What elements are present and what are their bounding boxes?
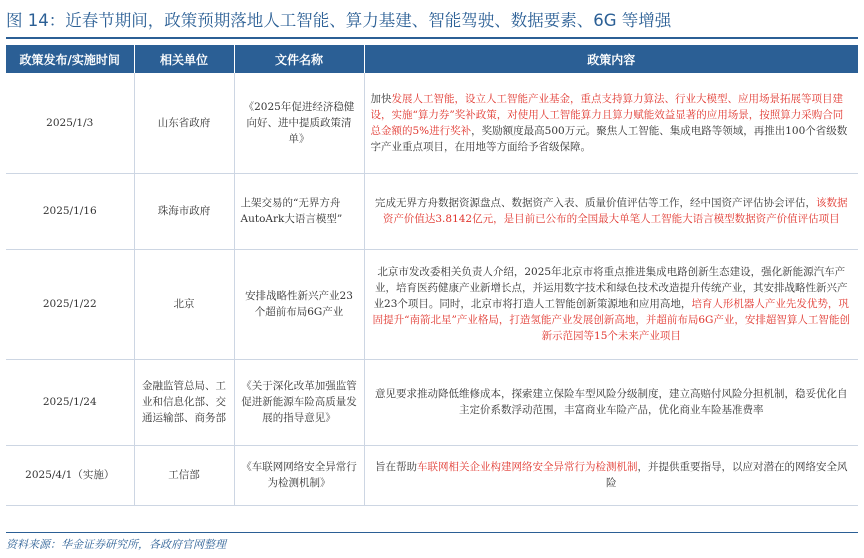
content-text: 完成无界方舟数据资源盘点、数据资产入表、质量价值评估等工作，经中国资产评估协会评估， [375, 197, 816, 209]
content-text: 北京市发改委相关负责人介绍，2025年北京市将重点推进集成电路创新生态建设，强化新能源汽车产业，培育医药健康产业新增长点，并运用数字技术和绿色技术改造提升传统产业，其安排战略性新兴产业23个项目。同时，北京市将打造人工智能创新策源地和应用高地， [373, 266, 848, 310]
document-cell: 上架交易的“无界方舟AutoArk大语言模型” [234, 173, 364, 249]
unit-cell: 山东省政府 [134, 73, 234, 173]
unit-cell: 金融监管总局、工业和信息化部、交通运输部、商务部 [134, 359, 234, 445]
content-highlight: 该数据资产价值达3.8142亿元，是目前已公布的全国最大单笔人工智能大语言模型数据资产价值评估项目 [382, 197, 848, 225]
content-cell [364, 73, 858, 173]
date-cell: 2025/1/3 [6, 73, 134, 173]
content-text: ，奖励额度最高500万元。聚焦人工智能、集成电路等领域，再推出100个省级数字产业重点项目，在用地等方面给予省级保障。 [370, 124, 848, 153]
table-header-row [6, 45, 858, 73]
content-cell [364, 249, 858, 359]
header-unit: 相关单位 [134, 45, 234, 73]
content-highlight: 培育人形机器人产业先发优势，巩固提升“南箭北星”产业格局，打造氢能产业发展创新高地，并超前布局6G产业，安排超智算人工智能创新示范园等15个未来产业项目 [372, 298, 850, 342]
content-text: 加快 [370, 92, 392, 105]
figure-title: 图 14：近春节期间，政策预期落地人工智能、算力基建、智能驾驶、数据要素、6G 等增强 [6, 11, 672, 30]
date-cell: 2025/4/1（实施） [6, 445, 134, 505]
content-text: 旨在帮助 [375, 461, 417, 473]
content-text: ，并提供重要指导，以应对潜在的网络安全风险 [606, 461, 848, 489]
source-note: 资料来源：华金证券研究所，各政府官网整理 [6, 538, 226, 551]
title-divider [6, 37, 858, 39]
table-row [6, 445, 858, 505]
document-cell: 《2025年促进经济稳健向好、进中提质政策清单》 [234, 73, 364, 173]
document-cell: 《车联网网络安全异常行为检测机制》 [234, 445, 364, 505]
table-row [6, 173, 858, 249]
header-content: 政策内容 [364, 45, 858, 73]
content-cell [364, 359, 858, 445]
unit-cell: 北京 [134, 249, 234, 359]
date-cell: 2025/1/16 [6, 173, 134, 249]
date-cell: 2025/1/22 [6, 249, 134, 359]
policy-table [6, 45, 858, 506]
date-cell: 2025/1/24 [6, 359, 134, 445]
table-row [6, 73, 858, 173]
content-highlight: 发展人工智能，设立人工智能产业基金，重点支持算力算法、行业大模型、应用场景拓展等项目建设，实施“算力券”奖补政策，对使用人工智能算力且算力赋能效益显著的应用场景，按照算力采购合同总金额的5%进行奖补 [370, 92, 844, 137]
table-row [6, 249, 858, 359]
content-text: 意见要求推动降低维修成本，探索建立保险车型风险分级制度，建立高赔付风险分担机制，稳妥优化自主定价系数浮动范围，丰富商业车险产品，优化商业车险基准费率 [375, 388, 848, 416]
header-date: 政策发布/实施时间 [6, 45, 134, 73]
content-cell [364, 445, 858, 505]
unit-cell: 珠海市政府 [134, 173, 234, 249]
document-cell: 安排战略性新兴产业23个超前布局6G产业 [234, 249, 364, 359]
table-row [6, 359, 858, 445]
source-divider [6, 532, 858, 533]
content-cell [364, 173, 858, 249]
document-cell: 《关于深化改革加强监管促进新能源车险高质量发展的指导意见》 [234, 359, 364, 445]
unit-cell: 工信部 [134, 445, 234, 505]
header-document: 文件名称 [234, 45, 364, 73]
content-highlight: 车联网相关企业构建网络安全异常行为检测机制 [417, 461, 638, 473]
